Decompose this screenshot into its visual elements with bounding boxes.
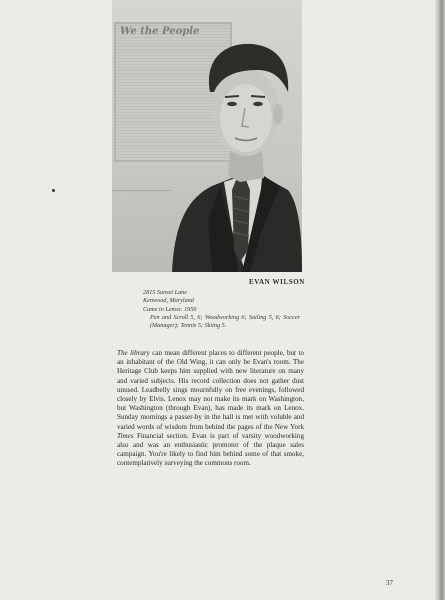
binding-mark [52, 189, 55, 192]
student-activities [150, 314, 300, 331]
address-street: 2815 Sunset Lane [143, 289, 187, 296]
student-name: EVAN WILSON [249, 278, 305, 286]
came-to-lenox: Came to Lenox: 1956 [143, 305, 197, 313]
page-edge [435, 0, 445, 600]
paragraph-text-part1: can mean different places to different people, but to an inhabitant of the Old Wing, it can only be Evan's room. The Heritage Club keeps him supplied with new literature on many and varied subjects. His record collection does not gather dust unused. Leadbelly sings mournfully on free evenings, followed closely by Elvis. Lenox may not make its mark on Washington, but Washington (through Evan), has made its mark on Lenox. Sunday mornings a passer-by in the hall is met with voluble and varied words of wisdom from behind the pages of the New York [117, 349, 304, 431]
student-address [143, 289, 196, 314]
publication-name: Times [117, 431, 134, 440]
student-figure [112, 0, 302, 272]
activities-list: Pen and Scroll 5, 6; Woodworking 6; Sailing 5, 6; Soccer (Manager); Tennis 5; [150, 314, 300, 330]
paragraph-text-part2: Financial section. Evan is part of varsity woodworking also and was an enthusiastic promoter of the plaque sales campaign. You're likely to find him behind some of that smoke, contemplatively surveying the commons room. [117, 431, 304, 468]
framed-document-header: We the People [120, 26, 200, 37]
page-number: 37 [386, 579, 393, 587]
profile-paragraph [117, 349, 304, 469]
student-portrait-photo [112, 0, 302, 272]
paragraph-lead: The library [117, 349, 150, 357]
activities-list-end: Skiing 5. [204, 322, 227, 330]
address-city: Kenwood, Maryland [143, 297, 194, 305]
